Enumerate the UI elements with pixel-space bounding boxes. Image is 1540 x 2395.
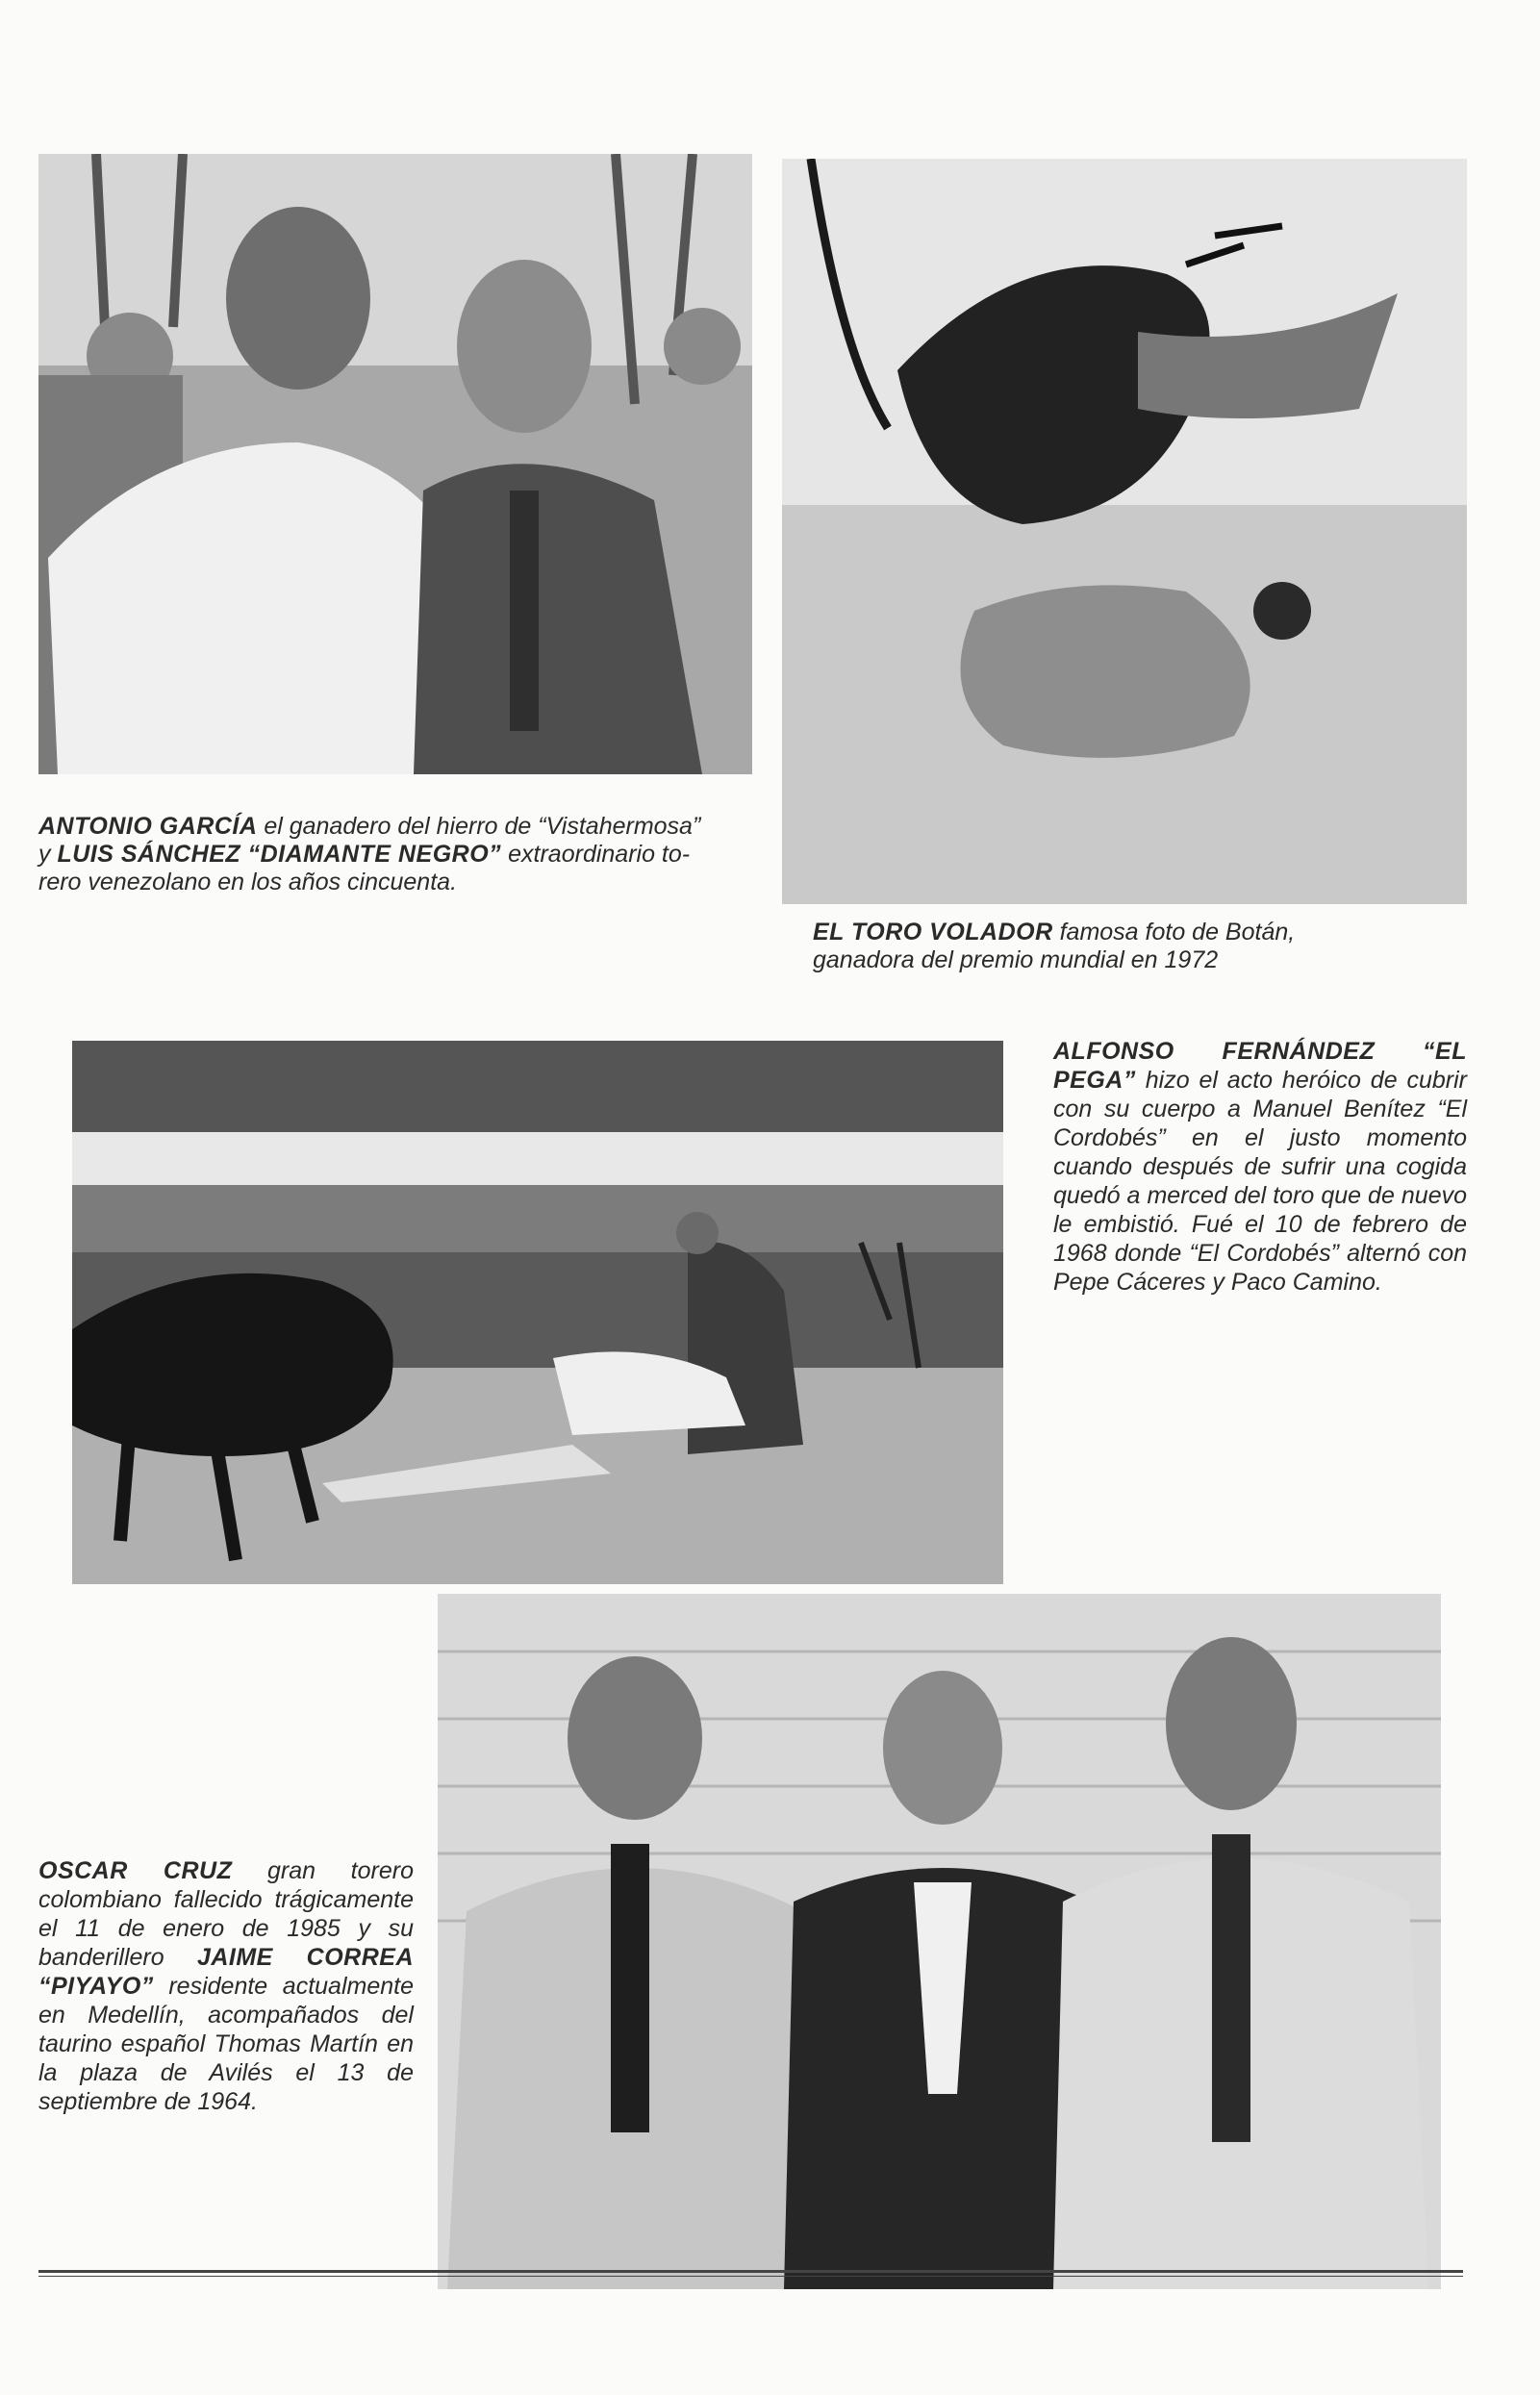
caption-garcia-prefix: y <box>38 841 58 868</box>
name-alfonso-fernandez: ALFONSO FERNÁNDEZ “EL PEGA” <box>1053 1038 1467 1094</box>
photo-el-pega <box>72 1041 1003 1584</box>
caption-el-pega <box>1053 1037 1467 1297</box>
caption-garcia-line2 <box>38 841 752 869</box>
name-oscar-cruz: OSCAR CRUZ <box>38 1857 233 1884</box>
caption-garcia-text1: el ganadero del hierro de “Vistahermosa” <box>257 813 701 840</box>
caption-toro-text1: famosa foto de Botán, <box>1052 919 1296 945</box>
caption-oscar-text1: gran torero colombiano fallecido trágicamente el 11 de enero de 1985 y su banderillero <box>38 1857 414 1971</box>
name-el-toro-volador: EL TORO VOLADOR <box>813 919 1053 945</box>
caption-toro-line2: ganadora del premio mundial en 1972 <box>813 946 1219 973</box>
caption-oscar-cruz <box>38 1856 414 2116</box>
caption-toro-volador <box>813 919 1448 974</box>
caption-toro-line1 <box>813 919 1448 946</box>
caption-garcia-line1 <box>38 813 752 841</box>
bottom-rule-thick <box>38 2270 1463 2273</box>
caption-garcia-sanchez <box>38 813 752 896</box>
bottom-rule-thin <box>38 2276 1463 2277</box>
name-antonio-garcia: ANTONIO GARCÍA <box>38 813 258 840</box>
caption-oscar-text2: residente actualmente en Medellín, acompañados del taurino español Thomas Martín en la plaza de Avilés el 13 de septiembre de 1964. <box>38 1973 414 2115</box>
caption-garcia-line3: rero venezolano en los años cincuenta. <box>38 869 458 895</box>
photo-oscar-cruz <box>438 1594 1441 2289</box>
photo-toro-volador <box>782 159 1467 904</box>
name-luis-sanchez: LUIS SÁNCHEZ “DIAMANTE NEGRO” <box>57 841 502 868</box>
photo-garcia-sanchez <box>38 154 752 774</box>
caption-pega-text: hizo el acto heróico de cubrir con su cuerpo a Manuel Benítez “El Cordobés” en el justo momento cuando después de sufrir una cogida quedó a merced del toro que de nuevo le embistió. Fué el 10 de febrero de 1968 donde “El Cordobés” alternó con Pepe Cáceres y Paco Camino. <box>1053 1067 1467 1296</box>
caption-garcia-text2: extraordinario to- <box>501 841 691 868</box>
name-jaime-correa: JAIME CORREA “PIYAYO” <box>38 1944 414 2000</box>
